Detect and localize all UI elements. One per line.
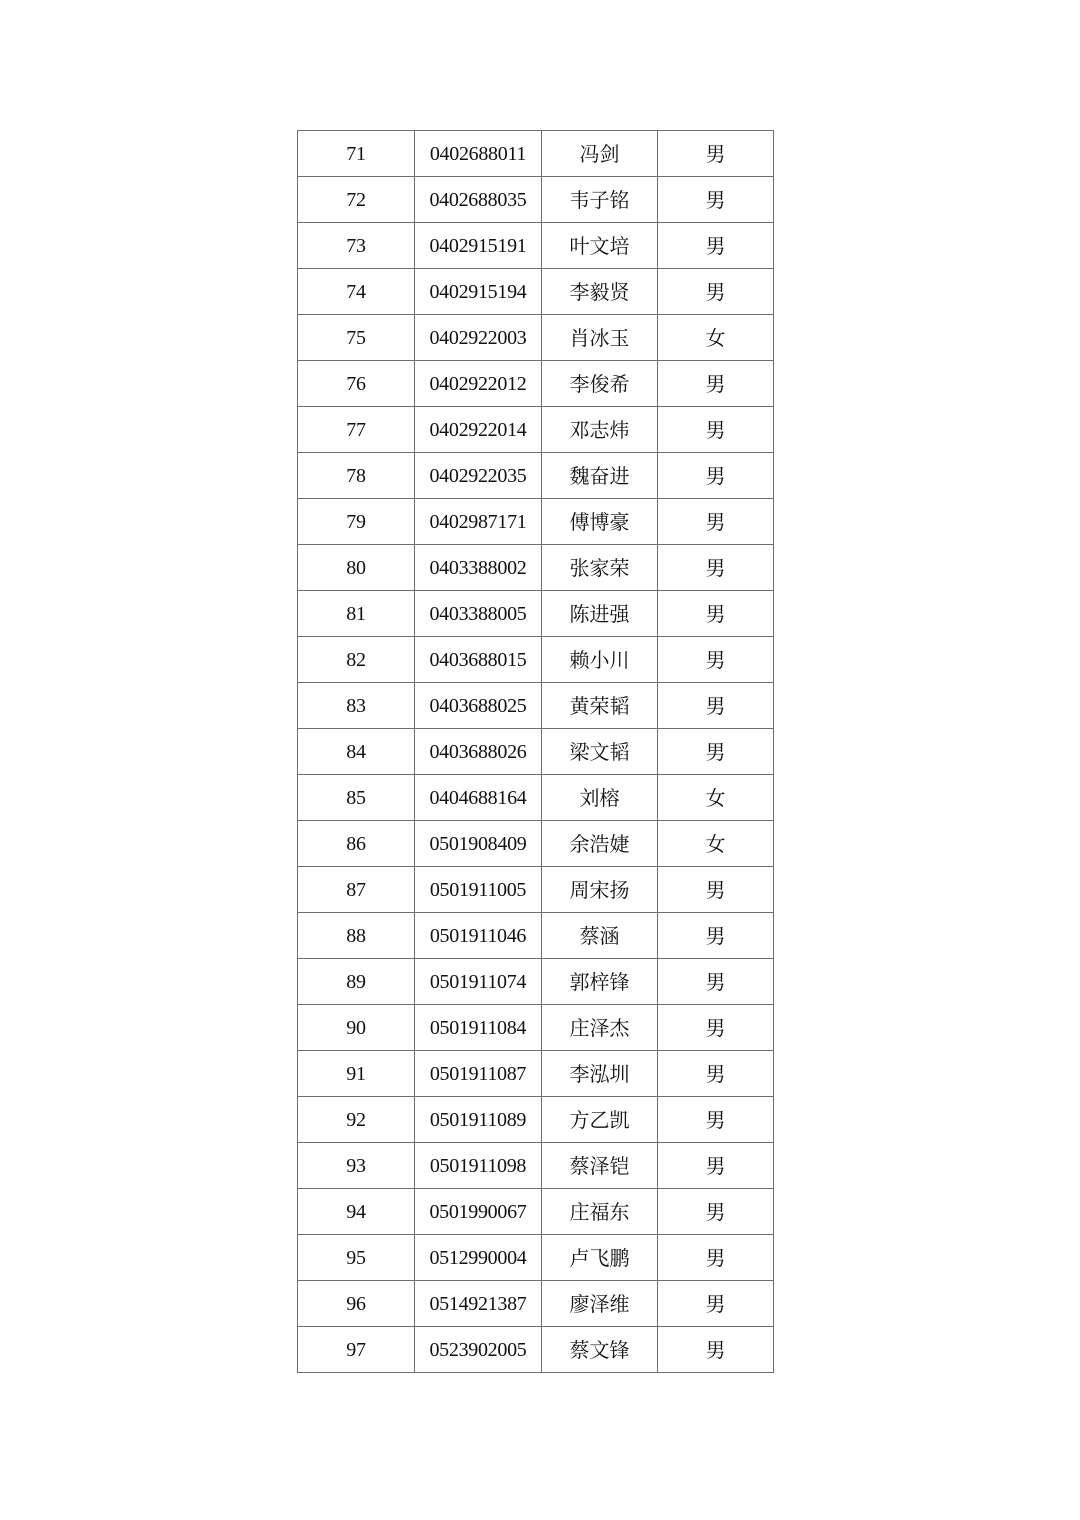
id-number-cell: 0402922035 (415, 453, 542, 499)
id-number-cell: 0404688164 (415, 775, 542, 821)
id-number-cell: 0501908409 (415, 821, 542, 867)
gender-cell: 男 (658, 1189, 774, 1235)
gender-cell: 男 (658, 1051, 774, 1097)
table-row (298, 1097, 774, 1143)
id-number-cell: 0402987171 (415, 499, 542, 545)
name-cell: 梁文韬 (542, 729, 658, 775)
table-row (298, 637, 774, 683)
name-cell: 黄荣韬 (542, 683, 658, 729)
id-number-cell: 0501911084 (415, 1005, 542, 1051)
gender-cell: 女 (658, 821, 774, 867)
name-cell: 傅博豪 (542, 499, 658, 545)
row-number-cell: 97 (298, 1327, 415, 1373)
row-number-cell: 78 (298, 453, 415, 499)
table-row (298, 407, 774, 453)
table-row (298, 315, 774, 361)
row-number-cell: 83 (298, 683, 415, 729)
table-row (298, 821, 774, 867)
table-row (298, 1281, 774, 1327)
row-number-cell: 71 (298, 131, 415, 177)
name-cell: 邓志炜 (542, 407, 658, 453)
row-number-cell: 93 (298, 1143, 415, 1189)
name-cell: 赖小川 (542, 637, 658, 683)
gender-cell: 男 (658, 683, 774, 729)
gender-cell: 女 (658, 775, 774, 821)
table-row (298, 269, 774, 315)
table-row (298, 683, 774, 729)
name-cell: 卢飞鹏 (542, 1235, 658, 1281)
row-number-cell: 86 (298, 821, 415, 867)
row-number-cell: 74 (298, 269, 415, 315)
table-row (298, 545, 774, 591)
id-number-cell: 0501911089 (415, 1097, 542, 1143)
row-number-cell: 95 (298, 1235, 415, 1281)
name-cell: 李泓圳 (542, 1051, 658, 1097)
gender-cell: 男 (658, 1327, 774, 1373)
id-number-cell: 0402922014 (415, 407, 542, 453)
table-row (298, 1327, 774, 1373)
gender-cell: 男 (658, 453, 774, 499)
table-row (298, 959, 774, 1005)
row-number-cell: 84 (298, 729, 415, 775)
gender-cell: 男 (658, 637, 774, 683)
name-cell: 陈进强 (542, 591, 658, 637)
gender-cell: 男 (658, 867, 774, 913)
row-number-cell: 85 (298, 775, 415, 821)
id-number-cell: 0403688026 (415, 729, 542, 775)
gender-cell: 女 (658, 315, 774, 361)
table-row (298, 499, 774, 545)
table-row (298, 1189, 774, 1235)
table-row (298, 1143, 774, 1189)
row-number-cell: 90 (298, 1005, 415, 1051)
name-cell: 冯剑 (542, 131, 658, 177)
row-number-cell: 80 (298, 545, 415, 591)
id-number-cell: 0403388005 (415, 591, 542, 637)
gender-cell: 男 (658, 499, 774, 545)
row-number-cell: 81 (298, 591, 415, 637)
gender-cell: 男 (658, 729, 774, 775)
table-row (298, 1005, 774, 1051)
id-number-cell: 0403688015 (415, 637, 542, 683)
name-cell: 韦子铭 (542, 177, 658, 223)
row-number-cell: 92 (298, 1097, 415, 1143)
gender-cell: 男 (658, 269, 774, 315)
id-number-cell: 0403388002 (415, 545, 542, 591)
gender-cell: 男 (658, 1143, 774, 1189)
gender-cell: 男 (658, 591, 774, 637)
table-row (298, 913, 774, 959)
name-cell: 庄福东 (542, 1189, 658, 1235)
gender-cell: 男 (658, 177, 774, 223)
table-row (298, 1235, 774, 1281)
name-cell: 叶文培 (542, 223, 658, 269)
id-number-cell: 0514921387 (415, 1281, 542, 1327)
row-number-cell: 75 (298, 315, 415, 361)
id-number-cell: 0501911087 (415, 1051, 542, 1097)
row-number-cell: 87 (298, 867, 415, 913)
table-row (298, 867, 774, 913)
name-cell: 庄泽杰 (542, 1005, 658, 1051)
table-row (298, 131, 774, 177)
row-number-cell: 96 (298, 1281, 415, 1327)
gender-cell: 男 (658, 1281, 774, 1327)
id-number-cell: 0402915194 (415, 269, 542, 315)
id-number-cell: 0501911005 (415, 867, 542, 913)
gender-cell: 男 (658, 407, 774, 453)
id-number-cell: 0403688025 (415, 683, 542, 729)
row-number-cell: 79 (298, 499, 415, 545)
table-row (298, 361, 774, 407)
id-number-cell: 0402915191 (415, 223, 542, 269)
gender-cell: 男 (658, 131, 774, 177)
row-number-cell: 94 (298, 1189, 415, 1235)
id-number-cell: 0402922012 (415, 361, 542, 407)
name-cell: 李俊希 (542, 361, 658, 407)
row-number-cell: 73 (298, 223, 415, 269)
row-number-cell: 89 (298, 959, 415, 1005)
gender-cell: 男 (658, 1097, 774, 1143)
name-cell: 周宋扬 (542, 867, 658, 913)
id-number-cell: 0523902005 (415, 1327, 542, 1373)
id-number-cell: 0402688011 (415, 131, 542, 177)
row-number-cell: 76 (298, 361, 415, 407)
name-cell: 郭梓锋 (542, 959, 658, 1005)
name-cell: 魏奋进 (542, 453, 658, 499)
table-row (298, 591, 774, 637)
student-list-table (297, 130, 774, 1373)
id-number-cell: 0501911098 (415, 1143, 542, 1189)
name-cell: 余浩婕 (542, 821, 658, 867)
id-number-cell: 0501990067 (415, 1189, 542, 1235)
gender-cell: 男 (658, 223, 774, 269)
table-row (298, 1051, 774, 1097)
name-cell: 蔡泽铠 (542, 1143, 658, 1189)
name-cell: 张家荣 (542, 545, 658, 591)
table-row (298, 223, 774, 269)
id-number-cell: 0501911046 (415, 913, 542, 959)
gender-cell: 男 (658, 545, 774, 591)
row-number-cell: 88 (298, 913, 415, 959)
id-number-cell: 0402922003 (415, 315, 542, 361)
gender-cell: 男 (658, 1005, 774, 1051)
id-number-cell: 0402688035 (415, 177, 542, 223)
name-cell: 肖冰玉 (542, 315, 658, 361)
row-number-cell: 72 (298, 177, 415, 223)
gender-cell: 男 (658, 361, 774, 407)
row-number-cell: 82 (298, 637, 415, 683)
row-number-cell: 77 (298, 407, 415, 453)
row-number-cell: 91 (298, 1051, 415, 1097)
name-cell: 蔡涵 (542, 913, 658, 959)
gender-cell: 男 (658, 959, 774, 1005)
name-cell: 刘榕 (542, 775, 658, 821)
table-body (298, 131, 774, 1373)
name-cell: 方乙凯 (542, 1097, 658, 1143)
name-cell: 李毅贤 (542, 269, 658, 315)
name-cell: 蔡文锋 (542, 1327, 658, 1373)
table-row (298, 453, 774, 499)
id-number-cell: 0501911074 (415, 959, 542, 1005)
table-row (298, 729, 774, 775)
table-row (298, 177, 774, 223)
name-cell: 廖泽维 (542, 1281, 658, 1327)
id-number-cell: 0512990004 (415, 1235, 542, 1281)
gender-cell: 男 (658, 913, 774, 959)
gender-cell: 男 (658, 1235, 774, 1281)
table-row (298, 775, 774, 821)
